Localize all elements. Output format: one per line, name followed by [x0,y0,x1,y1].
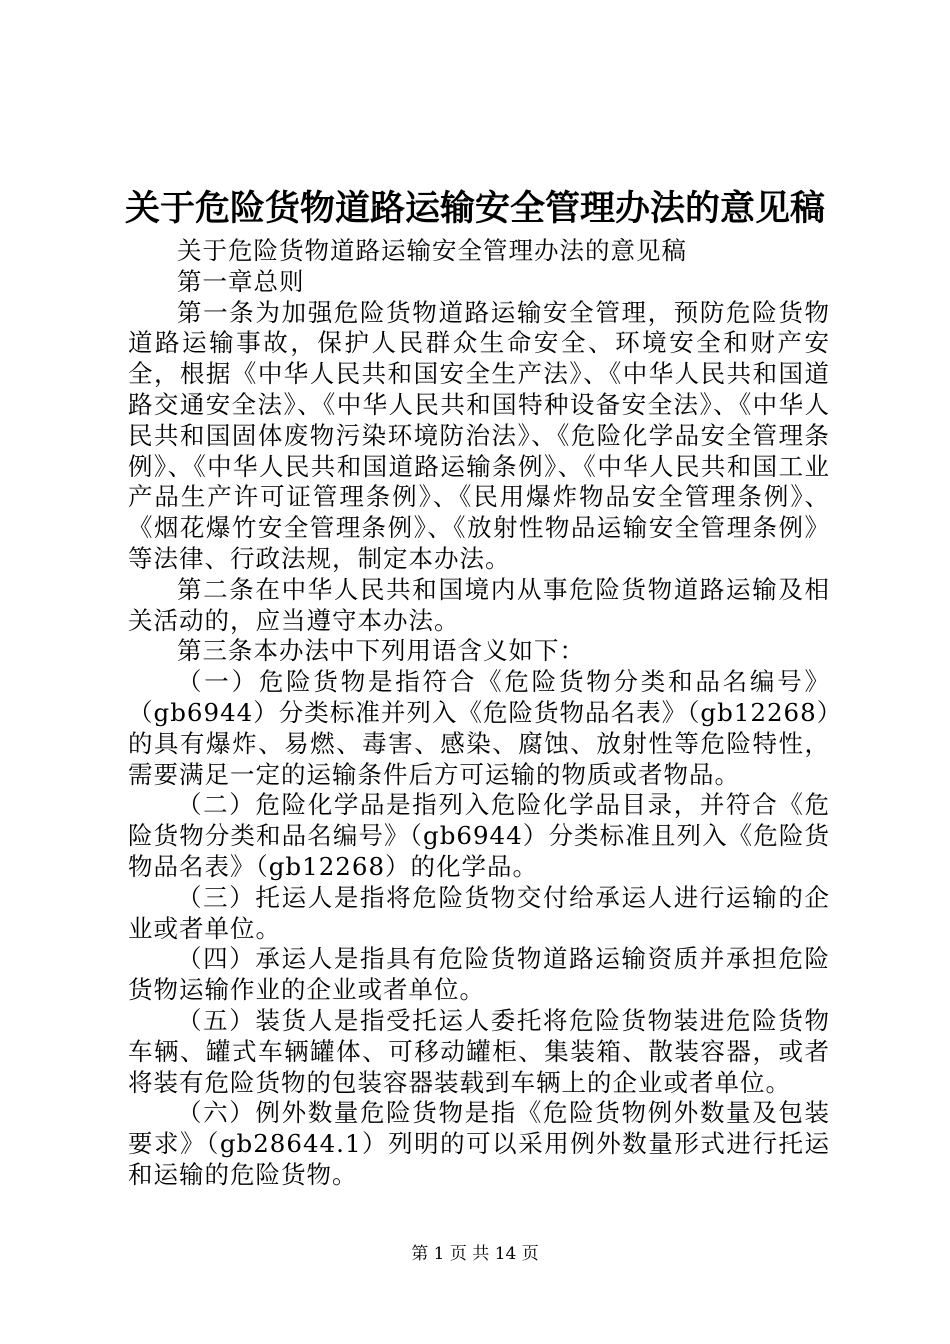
paragraph-article-1: 第一条为加强危险货物道路运输安全管理，预防危险货物道路运输事故，保护人民群众生命安全、环境安全和财产安全，根据《中华人民共和国安全生产法》、《中华人民共和国道路交通安全法》、《中华人民共和国特种设备安全法》、《中华人民共和国固体废物污染环境防治法》、《危险化学品安全管理条例》、《中华人民共和国道路运输条例》、《中华人民共和国工业产品生产许可证管理条例》、《民用爆炸物品安全管理条例》、《烟花爆竹安全管理条例》、《放射性物品运输安全管理条例》等法律、行政法规，制定本办法。 [128,297,830,573]
paragraph-chapter-heading: 第一章总则 [177,266,305,296]
paragraph-definition-4: （四）承运人是指具有危险货物道路运输资质并承担危险货物运输作业的企业或者单位。 [128,944,830,1005]
document-body [128,236,830,1191]
paragraph-definition-3: （三）托运人是指将危险货物交付给承运人进行运输的企业或者单位。 [128,882,830,943]
paragraph-subtitle: 关于危险货物道路运输安全管理办法的意见稿 [177,236,687,265]
paragraph-definition-6: （六）例外数量危险货物是指《危险货物例外数量及包装要求》（gb28644.1）列明的可以采用例外数量形式进行托运和运输的危险货物。 [128,1098,830,1189]
page-number-footer: 第 1 页 共 14 页 [411,1244,539,1264]
paragraph-definition-1: （一）危险货物是指符合《危险货物分类和品名编号》（gb6944）分类标准并列入《危险货物品名表》（gb12268）的具有爆炸、易燃、毒害、感染、腐蚀、放射性等危险特性，需要满足一定的运输条件后方可运输的物质或者物品。 [128,667,830,789]
paragraph-article-3: 第三条本办法中下列用语含义如下： [177,636,585,666]
paragraph-definition-2: （二）危险化学品是指列入危险化学品目录，并符合《危险货物分类和品名编号》（gb6944）分类标准且列入《危险货物品名表》（gb12268）的化学品。 [128,790,830,881]
paragraph-definition-5: （五）装货人是指受托运人委托将危险货物装进危险货物车辆、罐式车辆罐体、可移动罐柜、集装箱、散装容器，或者将装有危险货物的包装容器装载到车辆上的企业或者单位。 [128,1005,830,1097]
document-title: 关于危险货物道路运输安全管理办法的意见稿 [124,188,825,229]
paragraph-article-2: 第二条在中华人民共和国境内从事危险货物道路运输及相关活动的，应当遵守本办法。 [128,574,830,635]
